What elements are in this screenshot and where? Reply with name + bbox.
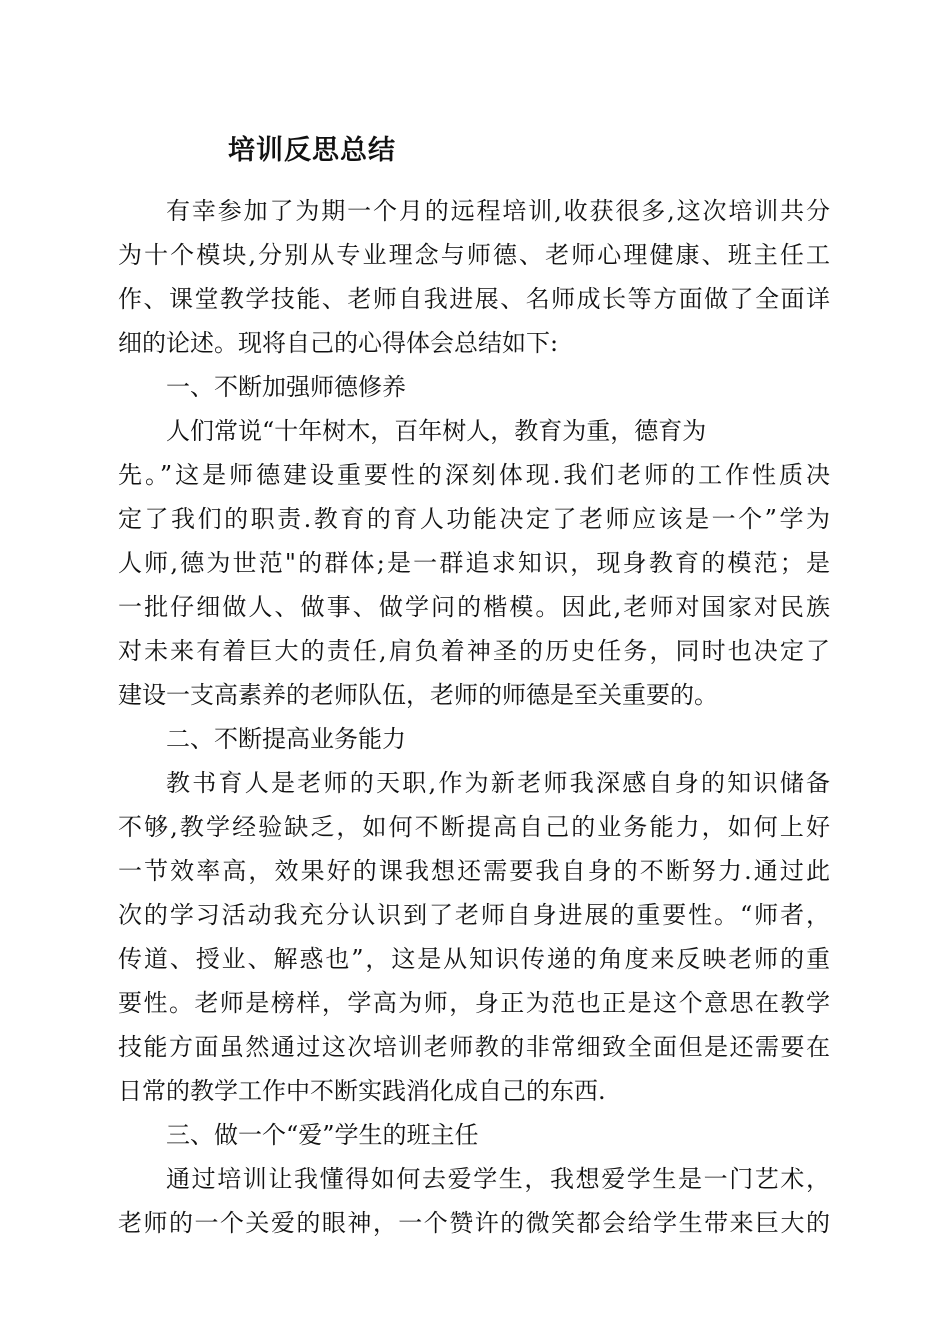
paragraph-line: 通过培训让我懂得如何去爱学生，我想爱学生是一门艺术， [166,1165,830,1193]
section-heading: 二、不断提高业务能力 [166,725,406,753]
paragraph-line: 定了我们的职责.教育的育人功能决定了老师应该是一个”学为 [118,505,830,533]
paragraph-line: 次的学习活动我充分认识到了老师自身进展的重要性。“师者， [118,901,830,929]
paragraph-line: 日常的教学工作中不断实践消化成自己的东西. [118,1077,606,1105]
section-heading: 三、做一个“爱”学生的班主任 [166,1121,479,1149]
paragraph-line: 人师,德为世范"的群体;是一群追求知识，现身教育的模范；是 [118,549,830,577]
paragraph-line: 要性。老师是榜样，学高为师，身正为范也正是这个意思在教学 [118,989,830,1017]
paragraph-line: 细的论述。现将自己的心得体会总结如下: [118,329,559,357]
paragraph-line: 教书育人是老师的天职,作为新老师我深感自身的知识储备 [166,769,830,797]
paragraph-line: 传道、授业、解惑也”，这是从知识传递的角度来反映老师的重 [118,945,830,973]
paragraph-line: 作、课堂教学技能、老师自我进展、名师成长等方面做了全面详 [118,285,830,313]
paragraph-line: 建设一支高素养的老师队伍，老师的师德是至关重要的。 [118,681,718,709]
paragraph-line: 不够,教学经验缺乏，如何不断提高自己的业务能力，如何上好 [118,813,830,841]
paragraph-line: 人们常说“十年树木，百年树人，教育为重，德育为 [166,417,707,445]
paragraph-line: 一批仔细做人、做事、做学问的楷模。因此,老师对国家对民族 [118,593,830,621]
paragraph-line: 一节效率高，效果好的课我想还需要我自身的不断努力.通过此 [118,857,830,885]
paragraph-line: 老师的一个关爱的眼神，一个赞许的微笑都会给学生带来巨大的 [118,1209,830,1237]
paragraph-line: 对未来有着巨大的责任,肩负着神圣的历史任务，同时也决定了 [118,637,830,665]
paragraph-line: 先。”这是师德建设重要性的深刻体现.我们老师的工作性质决 [118,461,830,489]
paragraph-line: 有幸参加了为期一个月的远程培训,收获很多,这次培训共分 [166,197,830,225]
section-heading: 一、不断加强师德修养 [166,373,406,401]
document-title: 培训反思总结 [228,135,396,166]
paragraph-line: 为十个模块,分别从专业理念与师德、老师心理健康、班主任工 [118,241,830,269]
paragraph-line: 技能方面虽然通过这次培训老师教的非常细致全面但是还需要在 [118,1033,830,1061]
